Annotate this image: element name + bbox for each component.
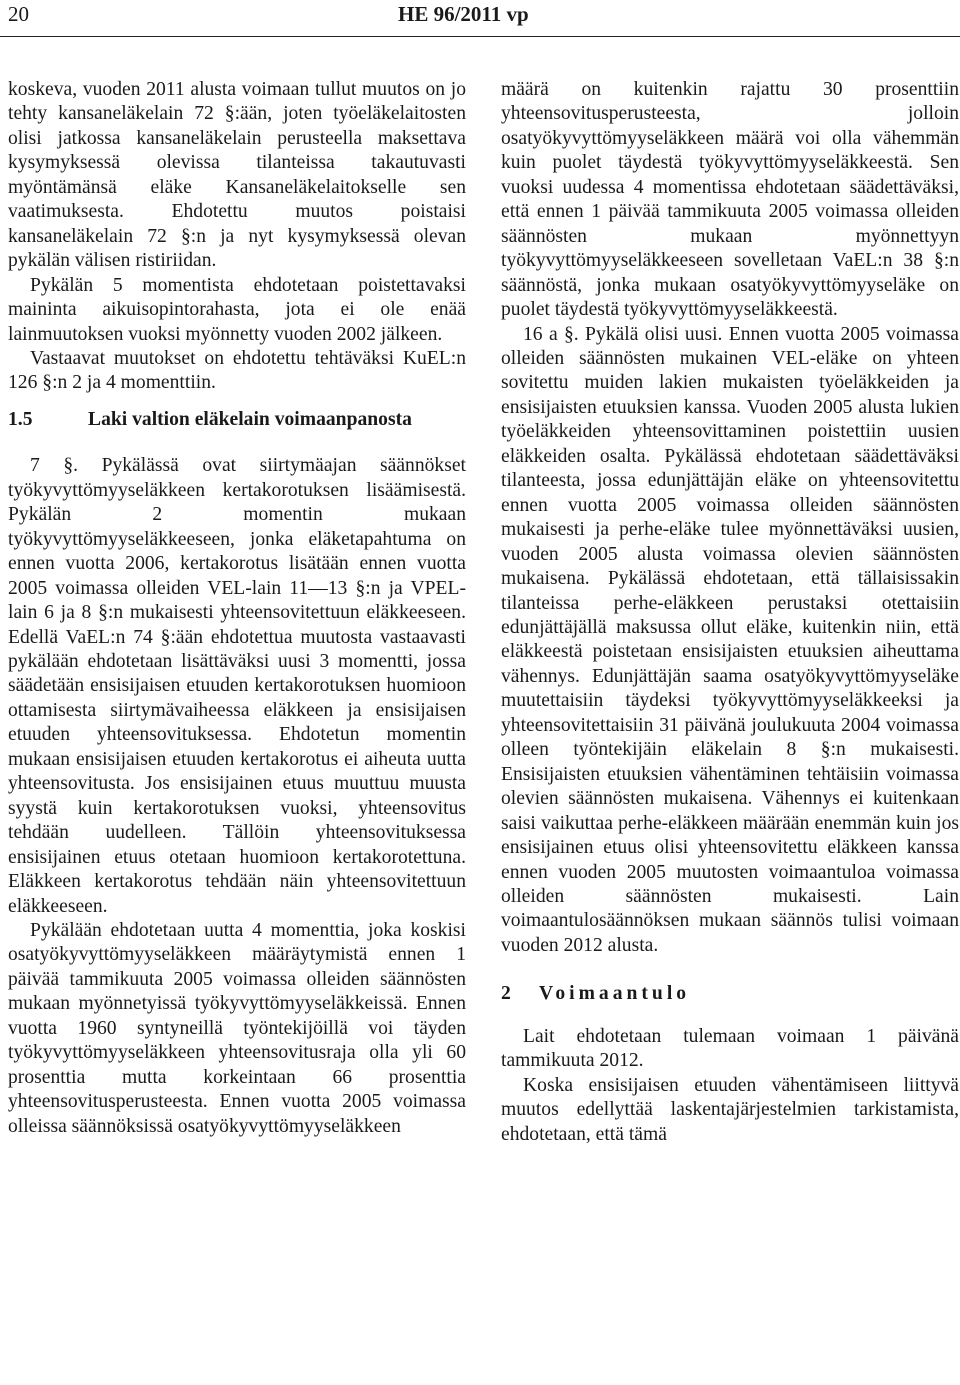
paragraph — [8, 454, 466, 919]
section-heading-number: 1.5 — [8, 408, 33, 430]
paragraph: Lait ehdotetaan tulemaan voimaan 1 päivänä tammikuuta 2012. — [501, 1025, 959, 1072]
chapter-heading-number: 2 — [501, 983, 511, 1005]
paragraph-text: Pykälässä ovat siirtymäajan säännökset työkyvyttömyyseläkkeen kertakorotuksen lisäämisestä. Pykälän 2 momentin mukaan työkyvyttömyyseläkkeeseen, jonka eläketapahtuma on ennen vuotta 2006, kertakorotus lisätään ennen vuotta 2005 voimassa olleiden VEL-lain 11—13 §:n ja VPEL-lain 6 ja 8 §:n mukaisesti yhteensovitettuun eläkkeeseen. Edellä VaEL:n 74 §:ään ehdotettua muutosta vastaavasti pykälään ehdotetaan lisättäväksi uusi 3 momentti, jossa säädetään ensisijaisen etuuden kertakorotuksen huomioon ottamisesta siirtymävaiheessa eläkkeen ja ensisijaisen etuuden yhteensovituksessa. Ehdotetun momentin mukaan ensisijaisen etuuden kertakorotus ei aiheuta uutta yhteensovitusta. Jos ensisijainen etuus muuttuu muusta syystä kuin kertakorotuksen vuoksi, yhteensovitus tehdään uudelleen. Tällöin yhteensovituksessa ensisijainen etuus otetaan huomioon kertakorotettuna. Eläkkeen kertakorotus tehdään näin yhteensovitettuun eläkkeeseen. — [8, 455, 466, 917]
paragraph — [501, 323, 959, 959]
paragraph-text: Pykälä olisi uusi. Ennen vuotta 2005 voimassa olleiden säännösten mukainen VEL-eläke on yhteen sovitettu muiden lakien mukaisten työeläkkeiden ja ensisijaisten etuuksien kanssa. Vuoden 2005 alusta lukien työeläkkeiden yhteensovittaminen poistettiin uusien eläkkeiden osalta. Pykälässä ehdotetaan säädettäväksi tilanteesta, jossa edunjättäjän eläke on yhteensovitettu ennen vuotta 2005 voimassa olleiden säännösten mukaisesti ja perhe-eläke tulee myönnettäväksi uusien, vuoden 2005 alusta voimassa olevien säännösten mukaisena. Pykälässä ehdotetaan, että tällaisissakin tilanteissa perhe-eläkkeen perustaksi otettaisiin edunjättäjällä maksussa ollut eläke, kuitenkin niin, että eläkkeestä poistetaan ensisijaisten etuuksien aiheuttama vähennys. Edunjättäjän saama osatyökyvyttömyyseläke muutettaisiin täydeksi työkyvyttömyyseläkkeeksi ja yhteensovitettaisiin 31 päivänä joulukuuta 2004 voimassa olleen työntekijäin eläkelain 8 §:n mukaisesti. Ensisijaisten etuuksien vähentäminen tehtäisiin voimassa olevien säännösten mukaisena. Vähennys ei kuitenkaan saisi vaikuttaa perhe-eläkkeen määrään enemmän kuin jos ensisijainen etuus olisi yhteensovitettu eläkkeen kanssa ennen vuoden 2005 muutosten voimaantuloa voimassa olleiden säännösten mukaisesti. Lain voimaantulosäännöksen mukaan säännös tulisi voimaan vuoden 2012 alusta. — [501, 323, 959, 956]
document-id: HE 96/2011 vp — [398, 2, 529, 26]
paragraph: Koska ensisijaisen etuuden vähentämiseen liittyvä muutos edellyttää laskentajärjestelmien tarkistamista, ehdotetaan, että tämä — [501, 1074, 959, 1145]
left-column — [8, 78, 466, 1139]
paragraph: Vastaavat muutokset on ehdotettu tehtäväksi KuEL:n 126 §:n 2 ja 4 momenttiin. — [8, 347, 466, 394]
page-number: 20 — [8, 2, 29, 26]
section-heading-text: Laki valtion eläkelain voimaanpanosta — [88, 408, 412, 430]
paragraph: koskeva, vuoden 2011 alusta voimaan tullut muutos on jo tehty kansaneläkelain 72 §:ään, joten työeläkelaitosten olisi jatkossa kansaneläkelain perusteella maksettava kysymyksessä olevissa tilanteissa takautuvasti myöntämänsä eläke Kansaneläkelaitokselle sen vaatimuksesta. Ehdotettu muutos poistaisi kansaneläkelain 72 §:n ja nyt kysymyksessä olevan pykälän välisen ristiriidan. — [8, 79, 466, 272]
paragraph: Pykälään ehdotetaan uutta 4 momenttia, joka koskisi osatyökyvyttömyyseläkkeen määräytymistä ennen 1 päivää tammikuuta 2005 voimassa olleiden säännösten mukaan myönnetyissä työkyvyttömyyseläkkeissä. Ennen vuotta 1960 syntyneillä työntekijöillä voi täyden työkyvyttömyyseläkkeen yhteensovitusraja olla yli 60 prosenttia mutta korkeintaan 66 prosenttia yhteensovitusperusteesta. Ennen vuotta 2005 voimassa olleissa säännöksissä osatyökyvyttömyyseläkkeen — [8, 919, 466, 1137]
section-label: 16 a §. — [523, 323, 579, 345]
page-header — [0, 0, 960, 37]
section-label: 7 §. — [30, 455, 79, 477]
paragraph: Pykälän 5 momentista ehdotetaan poistettavaksi maininta aikuisopintorahasta, jota ei ole enää lainmuutoksen vuoksi myönnetty vuoden 2002 jälkeen. — [8, 274, 466, 345]
section-heading — [8, 408, 466, 432]
chapter-heading — [501, 982, 959, 1006]
chapter-heading-text: Voimaantulo — [539, 983, 691, 1005]
right-column — [501, 78, 959, 1147]
paragraph: määrä on kuitenkin rajattu 30 prosenttiin yhteensovitusperusteesta, jolloin osatyökyvyttömyyseläkkeen määrä voi olla vähemmän kuin puolet täydestä työkyvyttömyyseläkkeestä. Sen vuoksi uudessa 4 momentissa ehdotetaan säädettäväksi, että ennen 1 päivää tammikuuta 2005 voimassa olleiden säännösten mukaan myönnettyyn työkyvyttömyyseläkkeeseen sovelletaan VaEL:n 38 §:n säännöstä, jonka mukaan osatyökyvyttömyyseläke on puolet täydestä työkyvyttömyyseläkkeestä. — [501, 79, 959, 321]
